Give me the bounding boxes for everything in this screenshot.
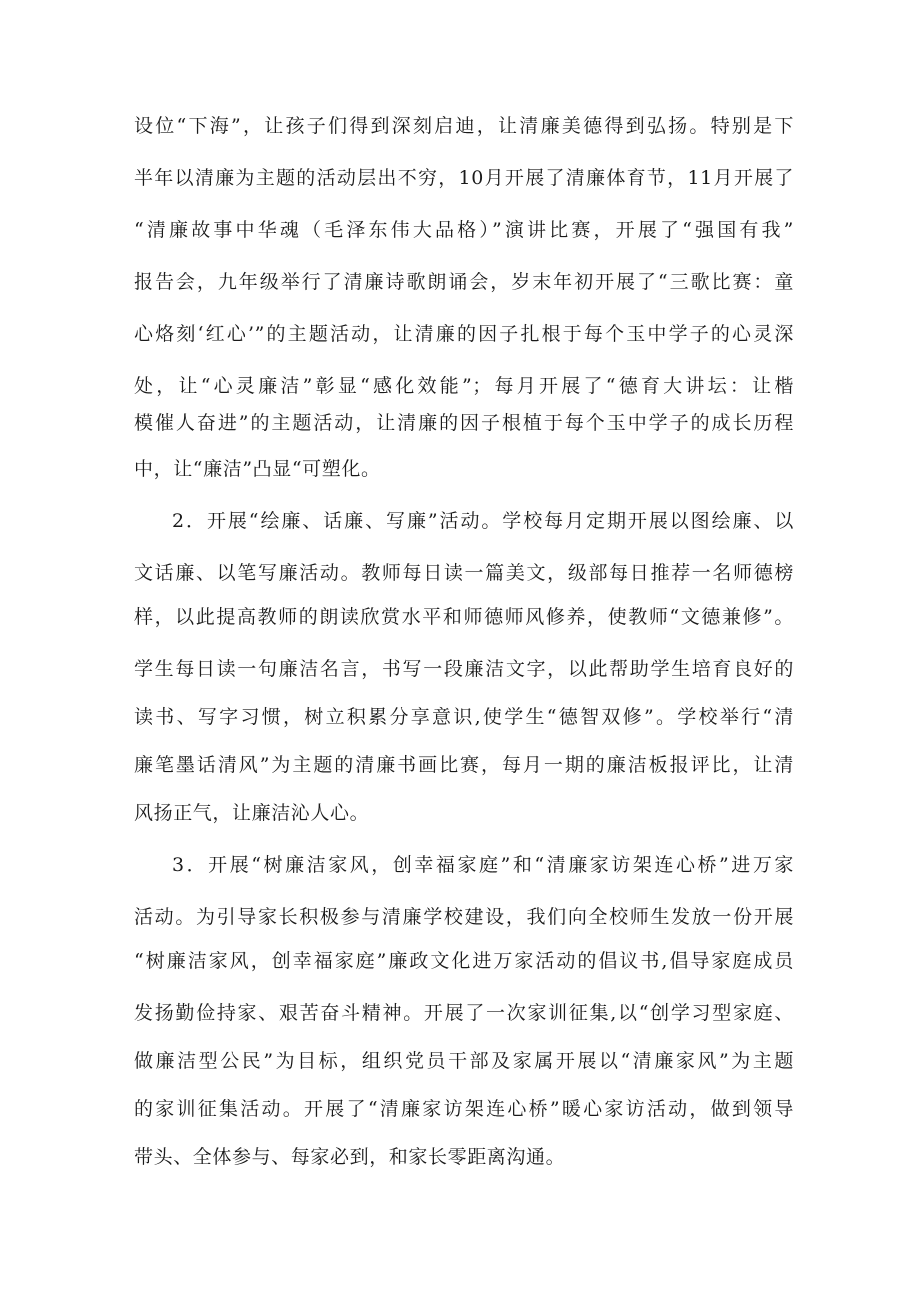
- paragraph-3-first-line: 3．开展“树廉洁家风，创幸福家庭”和“清廉家访架连心桥”进万家: [172, 854, 794, 876]
- text-line: 活动。为引导家长积极参与清廉学校建设，我们向全校师生发放一份开展: [134, 906, 794, 928]
- text-line: 风扬正气，让廉洁沁人心。: [134, 802, 370, 824]
- text-line: 报告会，九年级举行了清廉诗歌朗诵会，岁末年初开展了“三歌比赛：童: [134, 271, 794, 293]
- text-line: 中，让“廉洁”凸显“可塑化。: [134, 458, 381, 480]
- text-line: 模催人奋进”的主题活动，让清廉的因子根植于每个玉中学子的成长历程: [134, 412, 794, 434]
- text-line: 心烙刻‘红心’”的主题活动，让清廉的因子扎根于每个玉中学子的心灵深: [134, 323, 794, 345]
- text-line: 学生每日读一句廉洁名言，书写一段廉洁文字，以此帮助学生培育良好的: [134, 658, 794, 680]
- text-line: 的家训征集活动。开展了“清廉家访架连心桥”暖心家访活动，做到领导: [134, 1098, 794, 1120]
- text-line: 设位“下海”，让孩子们得到深刻启迪，让清廉美德得到弘扬。特别是下: [134, 115, 794, 137]
- text-line: 廉笔墨话清风”为主题的清廉书画比赛，每月一期的廉洁板报评比，让清: [134, 754, 794, 776]
- text-line: “清廉故事中华魂（毛泽东伟大品格）”演讲比赛，开展了“强国有我”: [134, 219, 794, 241]
- text-line: “树廉洁家风，创幸福家庭”廉政文化进万家活动的倡议书,倡导家庭成员: [134, 950, 794, 972]
- text-line: 发扬勤俭持家、艰苦奋斗精神。开展了一次家训征集,以“创学习型家庭、: [134, 1002, 794, 1024]
- text-line: 样，以此提高教师的朗读欣赏水平和师德师风修养，使教师“文德兼修”。: [134, 606, 794, 628]
- paragraph-2-first-line: 2．开展“绘廉、话廉、写廉”活动。学校每月定期开展以图绘廉、以: [172, 510, 794, 532]
- text-line: 半年以清廉为主题的活动层出不穷，10月开展了清廉体育节，11月开展了: [134, 167, 794, 189]
- text-line: 带头、全体参与、每家必到，和家长零距离沟通。: [134, 1146, 566, 1168]
- text-line: 读书、写字习惯，树立积累分享意识,使学生“德智双修”。学校举行“清: [134, 706, 794, 728]
- text-line: 文话廉、以笔写廉活动。教师每日读一篇美文，级部每日推荐一名师德榜: [134, 562, 794, 584]
- text-line: 做廉洁型公民”为目标，组织党员干部及家属开展以“清廉家风”为主题: [134, 1050, 794, 1072]
- text-line: 处，让“心灵廉洁”彰显“感化效能”；每月开展了“德育大讲坛：让楷: [134, 375, 794, 397]
